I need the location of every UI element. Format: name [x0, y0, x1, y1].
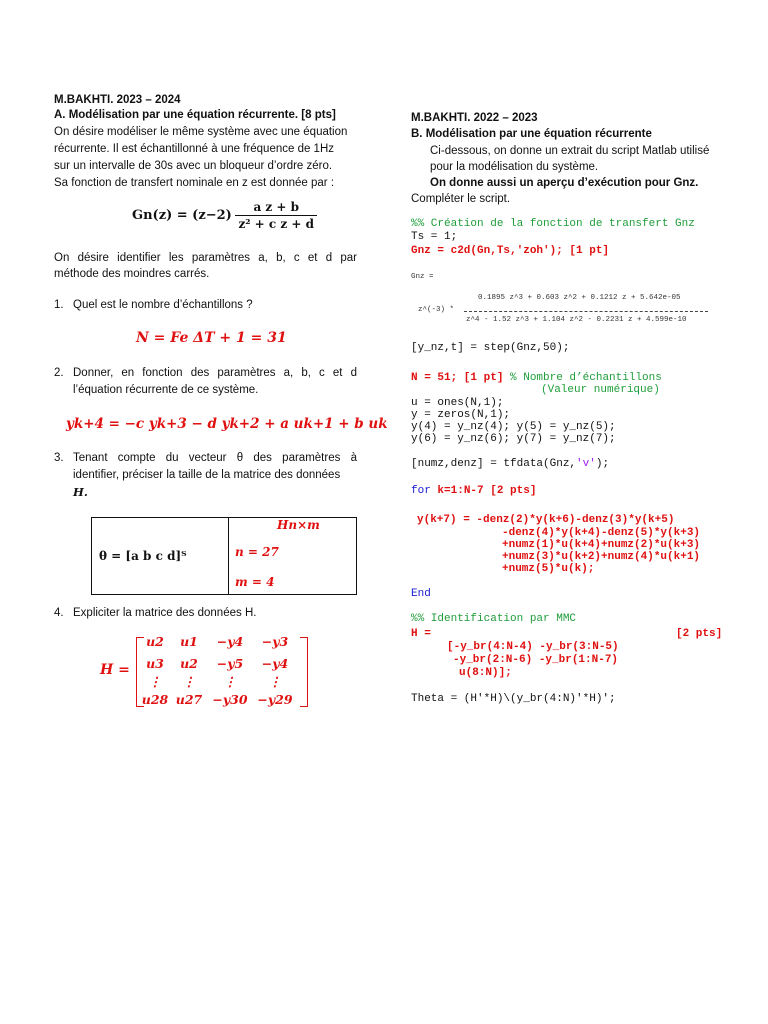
matrix-cell: −y30 — [212, 692, 248, 707]
matrix-cell: −y4 — [216, 634, 244, 649]
matrix-cell: u2 — [180, 656, 198, 671]
code-h-points: [2 pts] — [676, 628, 723, 640]
code-u: u = ones(N,1); — [411, 397, 504, 409]
matrix-cell: u27 — [175, 692, 203, 707]
intro-line-2: récurrente. Il est échantillonné à une fréquence de 1Hz — [54, 143, 335, 155]
intro-line-1: On désire modéliser le même système avec une équation — [54, 126, 348, 138]
n-value: n = 27 — [235, 545, 279, 559]
code-h-line-2: -y_br(2:N-6) -y_br(1:N-7) — [453, 654, 619, 666]
q2-line-2: l’équation récurrente de ce système. — [73, 384, 259, 396]
intro-line-4: Sa fonction de transfert nominale en z est donnée par : — [54, 177, 335, 189]
matrix-cell: ⋮ — [223, 674, 237, 689]
code-tfdata — [411, 458, 609, 471]
output-numerator: 0.1895 z^3 + 0.603 z^2 + 0.1212 z + 5.642e-05 — [478, 294, 681, 302]
matrix-cell: u28 — [141, 692, 169, 707]
matrix-cell: ⋮ — [182, 674, 196, 689]
matrix-cell: −y5 — [216, 656, 244, 671]
code-h: H = — [411, 628, 431, 640]
code-h-line-3: u(8:N)]; — [459, 667, 512, 679]
b-intro-line-2: pour la modélisation du système. — [430, 161, 599, 173]
q1-answer: N = Fe ΔT + 1 = 31 — [136, 330, 287, 346]
left-header: M.BAKHTI. 2023 – 2024 — [54, 94, 181, 106]
tf-lhs: Gn(z) = (z−2) — [132, 207, 232, 223]
output-label: Gnz = — [411, 273, 434, 281]
code-y-init-2: y(6) = y_nz(6); y(7) = y_nz(7); — [411, 433, 616, 445]
code-n-comment-2: (Valeur numérique) — [541, 384, 660, 396]
output-fraction-line — [464, 311, 708, 312]
code-loop-line-1: y(k+7) = -denz(2)*y(k+6)-denz(3)*y(k+5) — [417, 514, 675, 526]
q1-number: 1. — [54, 299, 64, 311]
q2-number: 2. — [54, 367, 64, 379]
tf-denominator: z² + c z + d — [235, 215, 317, 231]
code-loop-line-3: +numz(1)*u(k+4)+numz(2)*u(k+3) — [502, 539, 701, 551]
matrix-cell: −y29 — [257, 692, 293, 707]
matrix-cell: u2 — [146, 634, 164, 649]
theta-cell — [92, 518, 229, 595]
matrix-cell: ⋮ — [148, 674, 162, 689]
q1-text: Quel est le nombre d’échantillons ? — [73, 299, 253, 311]
m-value: m = 4 — [235, 575, 275, 589]
code-gnz: Gnz = c2d(Gn,Ts,'zoh'); [1 pt] — [411, 245, 610, 257]
matrix-right-bracket — [300, 637, 308, 707]
h-size-label: Hn×m — [277, 518, 320, 532]
q2-line-1: Donner, en fonction des paramètres a, b, c et d — [73, 367, 357, 379]
identify-line-2: méthode des moindres carrés. — [54, 268, 210, 280]
output-denominator: z^4 - 1.52 z^3 + 1.104 z^2 - 0.2231 z + 4.599e-10 — [466, 316, 687, 324]
transfer-function — [132, 200, 317, 231]
code-tfdata-pre: [numz,denz] = tfdata(Gnz, — [411, 458, 577, 470]
code-end: End — [411, 588, 431, 600]
tf-fraction — [235, 200, 317, 231]
code-comment-mmc: %% Identification par MMC — [411, 613, 577, 625]
code-theta: Theta = (H'*H)\(y_br(4:N)'*H)'; — [411, 693, 616, 705]
code-loop-line-4: +numz(3)*u(k+2)+numz(4)*u(k+1) — [502, 551, 701, 563]
code-n-line — [411, 372, 662, 385]
code-y: y = zeros(N,1); — [411, 409, 511, 421]
code-comment-create: %% Création de la fonction de transfert Gnz — [411, 218, 695, 230]
code-step: [y_nz,t] = step(Gnz,50); — [411, 342, 570, 354]
tf-numerator: a z + b — [253, 200, 300, 214]
code-tfdata-post: ); — [595, 458, 610, 470]
q4-number: 4. — [54, 607, 64, 619]
code-ts: Ts = 1; — [411, 231, 458, 243]
q3-line-2: identifier, préciser la taille de la matrice des données — [73, 469, 341, 481]
matrix-cell: u3 — [146, 656, 164, 671]
q4-text: Expliciter la matrice des données H. — [73, 607, 257, 619]
q3-line-3: H. — [73, 485, 88, 499]
code-for-range: k=1:N-7 [2 pts] — [430, 485, 537, 497]
code-n-value: N = 51; [1 pt] — [411, 372, 504, 384]
matrix-grid — [138, 631, 296, 711]
code-for-keyword: for — [411, 485, 431, 497]
intro-line-3: sur un intervalle de 30s avec un bloqueur d’ordre zéro. — [54, 160, 333, 172]
matrix-cell: ⋮ — [268, 674, 282, 689]
q3-line-1: Tenant compte du vecteur θ des paramètres à — [73, 452, 357, 464]
identify-line-1: On désire identifier les paramètres a, b, c et d par — [54, 252, 357, 264]
code-tfdata-str: 'v' — [576, 458, 596, 470]
size-cell — [229, 518, 357, 595]
q3-number: 3. — [54, 452, 64, 464]
h-matrix — [136, 634, 308, 707]
right-header: M.BAKHTI. 2022 – 2023 — [411, 112, 538, 124]
code-y-init-1: y(4) = y_nz(4); y(5) = y_nz(5); — [411, 421, 616, 433]
output-prefix: z^(-3) * — [418, 306, 455, 314]
theta-size-table — [91, 517, 357, 595]
complete-script: Compléter le script. — [411, 193, 511, 205]
b-intro-line-1: Ci-dessous, on donne un extrait du script Matlab utilisé — [430, 145, 710, 157]
b-intro-bold: On donne aussi un aperçu d’exécution pour Gnz. — [430, 177, 699, 189]
section-b-title: B. Modélisation par une équation récurrente — [411, 128, 652, 140]
h-matrix-lhs: H = — [100, 662, 130, 678]
theta-vector: θ = [a b c d]ᵀ — [99, 549, 187, 563]
code-n-comment: % Nombre d’échantillons — [503, 372, 662, 384]
section-a-title: A. Modélisation par une équation récurrente. [8 pts] — [54, 109, 336, 121]
matrix-cell: −y4 — [261, 656, 289, 671]
code-loop-line-5: +numz(5)*u(k); — [502, 563, 595, 575]
code-loop-line-2: -denz(4)*y(k+4)-denz(5)*y(k+3) — [502, 527, 701, 539]
matrix-cell: u1 — [180, 634, 198, 649]
code-for-line — [411, 485, 536, 498]
q2-answer: yk+4 = −c yk+3 − d yk+2 + a uk+1 + b uk — [66, 416, 388, 432]
matrix-cell: −y3 — [261, 634, 289, 649]
code-h-line-1: [-y_br(4:N-4) -y_br(3:N-5) — [447, 641, 619, 653]
